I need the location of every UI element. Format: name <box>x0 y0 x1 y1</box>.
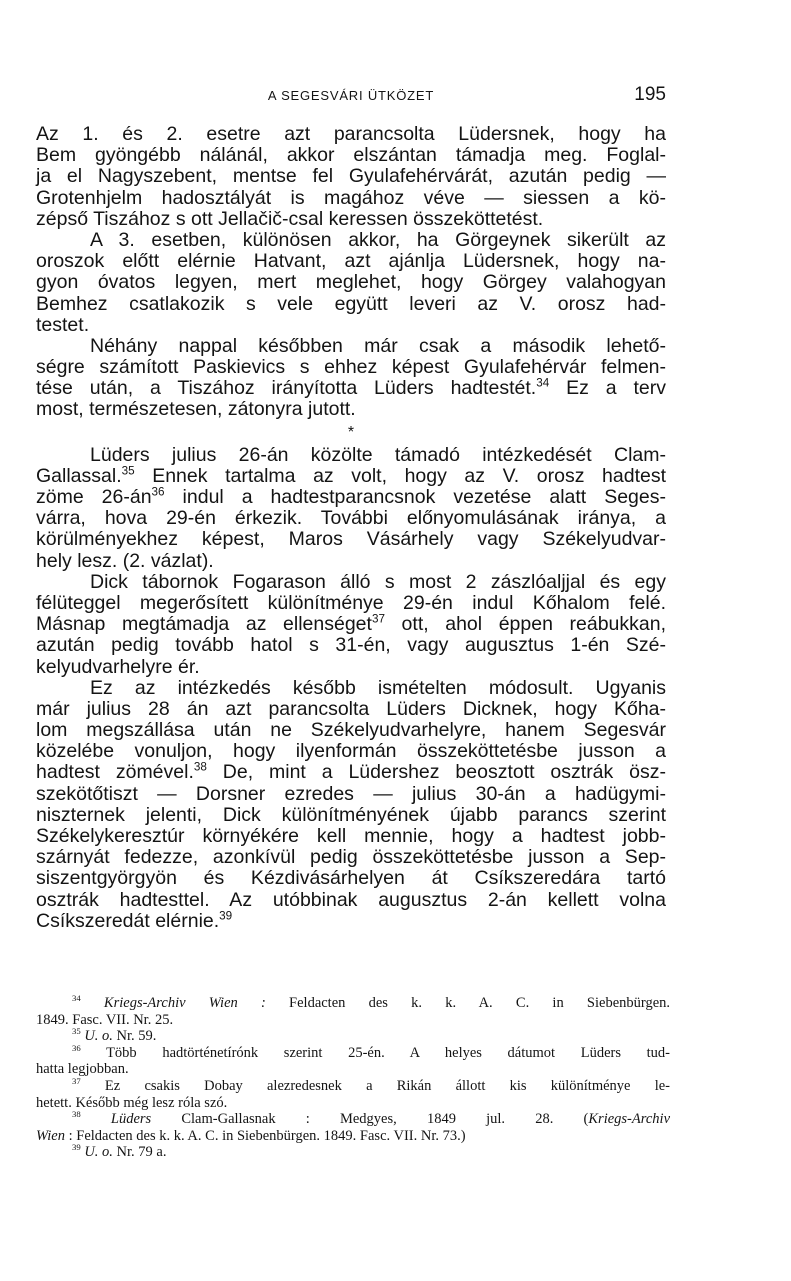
text-run: tése után, a Tiszához irányította Lüders hadtestét. <box>36 377 537 400</box>
footnote-text: Több hadtörténetírónk szerint 25-én. A helyes dátumot Lüders tud- <box>106 1044 670 1061</box>
text-line: Az 1. és 2. esetre azt parancsolta Lüdersnek, hogy ha <box>36 123 666 145</box>
text-run: ott, ahol éppen reábukkan, <box>384 613 666 636</box>
text-line: gyon óvatos legyen, mert meglehet, hogy Görgey valahogyan <box>36 271 666 294</box>
footnote-text: Feldacten des k. k. A. C. in Siebenbürgen. <box>265 995 671 1011</box>
footnote <box>36 1028 670 1045</box>
footnote-source: Wien <box>36 1127 65 1144</box>
text-line: zépső Tiszához s ott Jellačič-csal keressen összeköttetést. <box>36 207 544 230</box>
text-line: Székelykeresztúr környékére kell mennie, hogy a hadtest jobb- <box>36 825 666 847</box>
text-line <box>36 614 666 635</box>
footnote-source: U. o. <box>84 1028 113 1045</box>
text-line: Dick tábornok Fogarason álló s most 2 zászlóaljjal és egy <box>90 570 666 593</box>
footnote-text: Nr. 59. <box>112 1028 157 1045</box>
text-line: Lüders julius 26-án közölte támadó intézkedését Clam- <box>90 443 666 466</box>
footnote-line <box>36 1128 670 1145</box>
text-line: most, természetesen, zátonyra jutott. <box>36 398 356 421</box>
text-run: Másnap megtámadja az ellenséget <box>36 613 372 636</box>
text-line: oroszok előtt elérnie Hatvant, azt ajánlja Lüdersnek, hogy na- <box>36 250 666 273</box>
text-line: már julius 28 án azt parancsolta Lüders Dicknek, hogy Kőha- <box>36 697 666 720</box>
footnote-ref: 35 <box>121 464 135 478</box>
text-line: Grotenhjelm hadosztályát is magához véve — siessen a kö- <box>36 186 666 209</box>
text-line: hely lesz. (2. vázlat). <box>36 549 214 572</box>
text-line: félüteggel megerősített különítménye 29-én indul Kőhalom felé. <box>36 591 666 614</box>
footnote-number: 38 <box>72 1109 81 1120</box>
footnote-number: 35 <box>72 1026 81 1037</box>
text-line: szárnyát fedezze, azonkívül pedig összeköttetésbe jusson a Sep- <box>36 846 666 869</box>
text-line: Néhány nappal későbben már csak a második lehető- <box>90 334 666 357</box>
text-line: azután pedig tovább hatol s 31-én, vagy augusztus 1-én Szé- <box>36 634 666 657</box>
text-line <box>36 487 666 508</box>
footnote-ref: 34 <box>536 376 550 390</box>
text-line: kelyudvarhelyre ér. <box>36 655 200 678</box>
footnote-source: Kriegs-Archiv Wien : <box>103 995 266 1011</box>
text-line: lom megszállása után ne Székelyudvarhelyre, hanem Segesvár <box>36 719 666 742</box>
text-line: A 3. esetben, különösen akkor, ha Görgeynek sikerült az <box>90 228 666 251</box>
footnote-text: Clam-Gallasnak : Medgyes, 1849 jul. 28. ( <box>151 1111 589 1128</box>
footnote <box>36 1078 670 1095</box>
text-line <box>36 911 666 932</box>
footnote-text: : Feldacten des k. k. A. C. in Siebenbürgen. 1849. Fasc. VII. Nr. 73.) <box>65 1127 466 1144</box>
footnote-ref: 36 <box>151 485 165 499</box>
footnote-ref: 37 <box>371 612 385 626</box>
text-line <box>36 762 666 783</box>
text-run: Ennek tartalma az volt, hogy az V. orosz hadtest <box>134 464 666 487</box>
footnote <box>36 995 670 1012</box>
footnote-source: U. o. <box>84 1144 113 1161</box>
text-line: siszentgyörgyön és Kézdivásárhelyen át Csíkszeredára tartó <box>36 867 666 890</box>
text-line: Bemhez csatlakozik s vele együtt leveri az V. orosz had- <box>36 292 666 315</box>
footnote <box>36 1111 670 1128</box>
text-run: indul a hadtestparancsnok vezetése alatt Seges- <box>164 486 666 508</box>
footnote-source: Kriegs-Archiv <box>588 1111 671 1128</box>
footnote-ref: 38 <box>193 760 207 774</box>
text-line <box>36 378 666 399</box>
text-run: Csíkszeredát elérnie. <box>36 909 220 932</box>
footnote-number: 39 <box>72 1142 81 1153</box>
footnote <box>36 1042 670 1062</box>
text-run: De, mint a Lüdershez beosztott osztrák ösz- <box>206 761 666 784</box>
footnote-line: 1849. Fasc. VII. Nr. 25. <box>36 1011 174 1028</box>
text-run: zöme 26-án <box>36 486 152 508</box>
text-line: ségre számított Paskievics s ehhez képest Gyulafehérvár felmen- <box>36 356 666 379</box>
text-line: Ez az intézkedés később ismételten módosult. Ugyanis <box>90 676 666 699</box>
footnote-number: 36 <box>72 1042 81 1053</box>
text-line: közelébe vonuljon, hogy ilyenformán összeköttetésbe jusson a <box>36 740 666 763</box>
footnotes <box>36 995 670 1161</box>
text-line: testet. <box>36 313 90 336</box>
footnote-line: hetett. Később még lesz róla szó. <box>36 1094 228 1111</box>
text-run: Ez a terv <box>549 377 666 400</box>
text-line <box>36 466 666 487</box>
footnote-ref: 39 <box>219 909 233 923</box>
text-line: niszternek jelenti, Dick különítményének újabb parancs szerint <box>36 803 666 826</box>
footnote-number: 34 <box>72 993 81 1004</box>
text-line: osztrák hadtesttel. Az utóbbinak augusztus 2-án kellett volna <box>36 888 666 911</box>
text-line: szekötőtiszt — Dorsner ezredes — julius 30-án a hadügymi- <box>36 782 666 805</box>
page-header <box>36 84 666 114</box>
text-run: hadtest zömével. <box>36 761 194 784</box>
body-text <box>36 124 666 932</box>
footnote-source: Lüders <box>110 1111 152 1128</box>
text-line: várra, hova 29-én érkezik. További előnyomulásának iránya, a <box>36 507 666 530</box>
page-number: 195 <box>634 84 666 105</box>
footnote-text: Ez csakis Dobay alezredesnek a Rikán állott kis különítménye le- <box>104 1077 671 1094</box>
running-title: A SEGESVÁRI ÜTKÖZET <box>267 88 435 103</box>
text-line: ja el Nagyszebent, mentse fel Gyulafehérvárát, azután pedig — <box>36 165 666 188</box>
footnote <box>36 1144 670 1161</box>
footnote-number: 37 <box>72 1076 81 1087</box>
section-separator: * <box>347 423 355 441</box>
text-line: körülményekhez képest, Maros Vásárhely vagy Székelyudvar- <box>36 528 666 551</box>
footnote-text: Nr. 79 a. <box>112 1144 167 1161</box>
text-run: Gallassal. <box>36 464 122 487</box>
footnote-line: hatta legjobban. <box>36 1061 129 1078</box>
text-line: Bem gyöngébb nálánál, akkor elszántan támadja meg. Foglal- <box>36 144 666 167</box>
